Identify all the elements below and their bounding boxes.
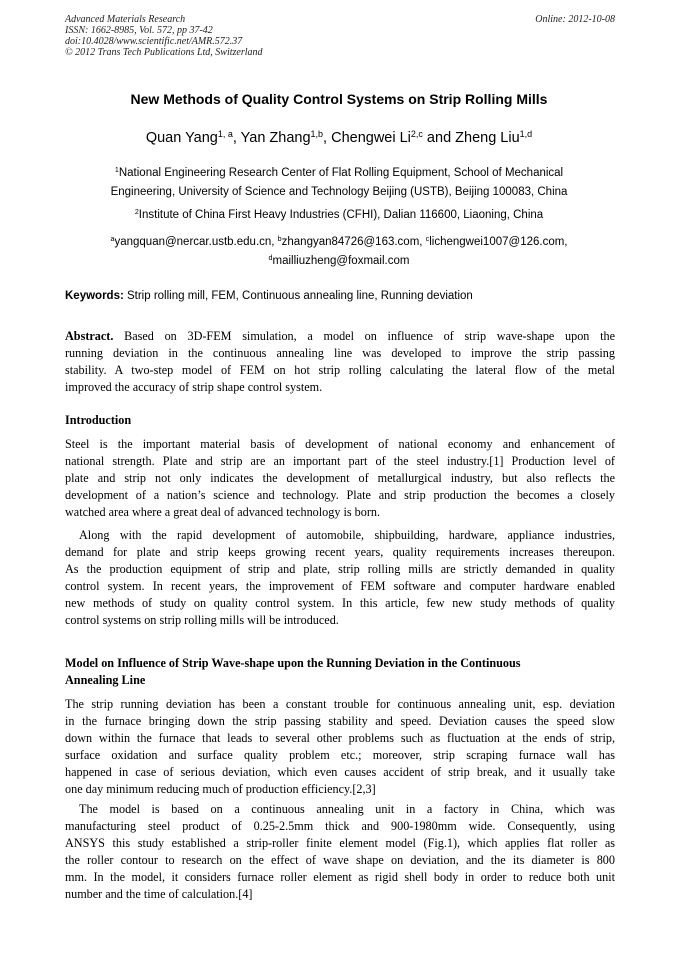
abstract xyxy=(65,328,615,396)
abstract-line: stability. A two-step model of FEM on hot strip rolling calculating the lateral flow of the metal xyxy=(65,363,615,377)
keywords xyxy=(65,290,615,302)
text-line: manufacturing steel product of 0.25-2.5mm thick and 900-1980mm wide. Consequently, using xyxy=(65,819,615,833)
author-affil: 1,d xyxy=(519,129,533,140)
text-line: Steel is the important material basis of development of national economy and enhancement of xyxy=(65,437,615,451)
affiliation-text: National Engineering Research Center of Flat Rolling Equipment, School of Mechanical xyxy=(118,167,564,179)
text-line: one day minimum reducing much of production efficiency.[2,3] xyxy=(65,782,376,796)
text-line: plate and strip not only indicates the development of metallurgical industry, but also reflects the xyxy=(65,471,615,485)
text-line: happened in case of serious deviation, which even causes accident of strip break, and it usually take xyxy=(65,765,615,779)
online-date: Online: 2012-10-08 xyxy=(535,14,615,25)
text-line: mm. In the model, it considers furnace roller element as rigid shell body in order to reduce both unit xyxy=(65,870,615,884)
author-list xyxy=(30,130,648,146)
text-line: demand for plate and strip keeps growing recent years, quality requirements increases thereupon. xyxy=(65,545,615,559)
model-paragraph-1 xyxy=(65,696,615,798)
abstract-line: running deviation in the continuous annealing line was developed to improve the strip passing xyxy=(65,346,615,360)
author-sep: , xyxy=(323,130,332,146)
text-line: Along with the rapid development of automobile, shipbuilding, hardware, appliance industries, xyxy=(79,528,615,542)
text-line: in the furnace bringing down the strip passing stability and speed. Deviation causes the speed slow xyxy=(65,714,615,728)
text-line: control system. In recent years, the improvement of FEM software and computer hardware enabled xyxy=(65,579,615,593)
text-line: The strip running deviation has been a constant trouble for continuous annealing unit, esp. deviation xyxy=(65,697,615,711)
issn-line: ISSN: 1662-8985, Vol. 572, pp 37-42 xyxy=(65,25,213,36)
author-name: Zheng Liu xyxy=(455,130,520,146)
text-line: surface oxidation and surface quality problem etc.; moreover, strip scraping furnace wall has xyxy=(65,748,615,762)
email-c: lichengwei1007@126.com, xyxy=(429,236,568,248)
email-marker: d xyxy=(268,254,273,263)
heading-text: Introduction xyxy=(65,413,132,427)
author-name: Quan Yang xyxy=(145,130,218,146)
section-heading-model xyxy=(65,655,615,689)
email-marker: c xyxy=(425,235,430,244)
author-affil: 2,c xyxy=(410,129,423,140)
email-a: yangquan@nercar.ustb.edu.cn, xyxy=(114,236,278,248)
intro-paragraph-2 xyxy=(65,527,615,629)
copyright-line: © 2012 Trans Tech Publications Ltd, Switzerland xyxy=(65,47,263,58)
text-line: development of a nation’s science and technology. Plate and strip production the becomes a closely xyxy=(65,488,615,502)
affiliation-2 xyxy=(60,206,618,225)
email-d: mailliuzheng@foxmail.com xyxy=(272,255,410,267)
author-affil: 1, a xyxy=(217,129,233,140)
text-line: ANSYS this study established a strip-roller finite element model (Fig.1), which applies flat roller as xyxy=(65,836,615,850)
affiliation-number: 1 xyxy=(114,166,119,175)
text-line: control systems on strip rolling mills will be introduced. xyxy=(65,613,339,627)
keywords-text: Strip rolling mill, FEM, Continuous annealing line, Running deviation xyxy=(123,290,473,302)
text-line: down within the furnace that leads to several other problems such as fluctuation at the ends of strip, xyxy=(65,731,615,745)
affiliation-number: 2 xyxy=(134,208,139,217)
author-and: and xyxy=(422,130,456,146)
heading-text: Annealing Line xyxy=(65,673,146,687)
text-line: national strength. Plate and strip are an important part of the steel industry.[1] Production level of xyxy=(65,454,615,468)
email-list xyxy=(60,233,618,271)
text-line: number and the time of calculation.[4] xyxy=(65,887,253,901)
email-b: zhangyan84726@163.com, xyxy=(281,236,426,248)
affiliation-1 xyxy=(60,164,618,202)
model-paragraph-2 xyxy=(65,801,615,903)
author-name: Chengwei Li xyxy=(331,130,411,146)
text-line: the roller contour to research on the effect of wave shape on deviation, and the its diameter is 800 xyxy=(65,853,615,867)
abstract-line: improved the accuracy of strip shape control system. xyxy=(65,380,323,394)
author-affil: 1,b xyxy=(310,129,324,140)
journal-header xyxy=(65,14,615,58)
paper-title: New Methods of Quality Control Systems on Strip Rolling Mills xyxy=(130,91,548,107)
text-line: As the production equipment of strip and plate, strip rolling mills are strictly demanded in quality xyxy=(65,562,615,576)
text-line: watched area where a great deal of advanced technology is born. xyxy=(65,505,381,519)
email-marker: b xyxy=(277,235,282,244)
affiliation-text: Engineering, University of Science and Technology Beijing (USTB), Beijing 100083, China xyxy=(110,186,568,198)
author-name: Yan Zhang xyxy=(240,130,311,146)
abstract-label: Abstract. xyxy=(65,329,114,343)
doi-line: doi:10.4028/www.scientific.net/AMR.572.37 xyxy=(65,36,243,47)
affiliation-text: Institute of China First Heavy Industries (CFHI), Dalian 116600, Liaoning, China xyxy=(138,209,544,221)
text-line: new methods of study on quality control system. In this article, few new study methods of quality xyxy=(65,596,615,610)
abstract-line: Based on 3D-FEM simulation, a model on influence of strip wave-shape upon the xyxy=(113,329,615,343)
intro-paragraph-1 xyxy=(65,436,615,521)
section-heading-introduction xyxy=(65,412,615,429)
email-marker: a xyxy=(110,235,115,244)
text-line: The model is based on a continuous annealing unit in a factory in China, which was xyxy=(79,802,615,816)
author-sep: , xyxy=(232,130,241,146)
keywords-label: Keywords: xyxy=(65,290,124,302)
heading-text: Model on Influence of Strip Wave-shape upon the Running Deviation in the Continuous xyxy=(65,656,521,670)
journal-name: Advanced Materials Research xyxy=(65,14,186,25)
